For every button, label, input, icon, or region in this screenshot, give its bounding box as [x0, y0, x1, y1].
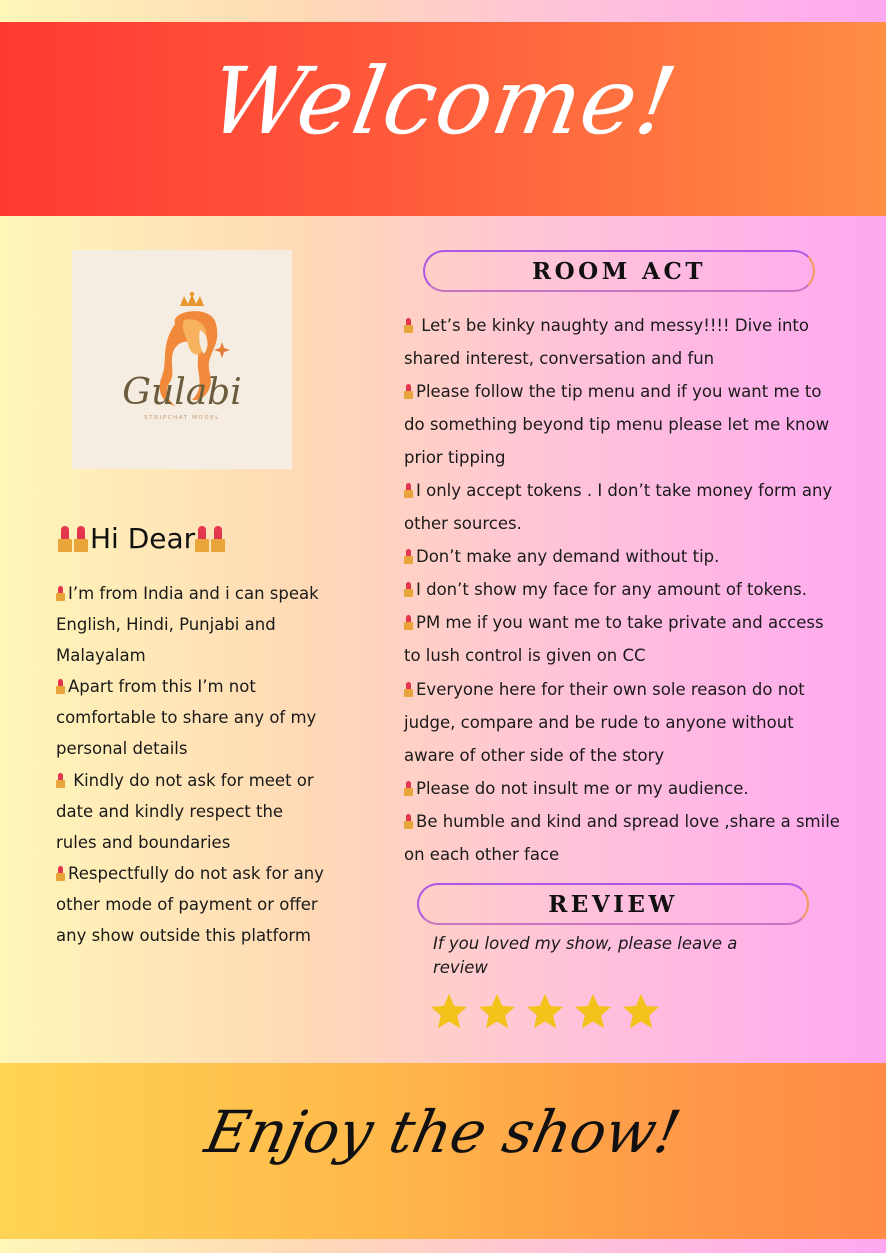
intro-section: [56, 578, 326, 951]
lipstick-icon: [211, 526, 225, 552]
rule-item: Don’t make any demand without tip.: [404, 540, 844, 573]
welcome-title: Welcome!: [201, 48, 685, 155]
crowned-woman-icon: [72, 250, 292, 469]
intro-paragraph: I’m from India and i can speak English, Hindi, Punjabi and Malayalam: [56, 584, 319, 666]
room-act-rules: [404, 309, 844, 871]
logo-tagline: STRIPCHAT MODEL: [144, 415, 220, 421]
rule-item: Please follow the tip menu and if you want me to do something beyond tip menu please let me know prior tipping: [404, 382, 830, 468]
rule-item: Let’s be kinky naughty and messy!!!! Dive into shared interest, conversation and fun: [404, 316, 809, 369]
rule-item: PM me if you want me to take private and access to lush control is given on CC: [404, 613, 824, 666]
lipstick-icon: [404, 582, 413, 597]
lipstick-icon: [404, 318, 413, 333]
star-icon[interactable]: [574, 993, 612, 1031]
lipstick-icon: [404, 549, 413, 564]
logo-wordmark: Gulabi: [122, 372, 242, 413]
rule-item: Please do not insult me or my audience.: [404, 772, 844, 805]
rule-item: Be humble and kind and spread love ,share a smile on each other face: [404, 811, 840, 864]
lipstick-icon: [404, 682, 413, 697]
intro-paragraph: Respectfully do not ask for any other mode of payment or offer any show outside this platform: [56, 863, 324, 946]
rule-item: Everyone here for their own sole reason do not judge, compare and be rude to anyone without aware of other side of the story: [404, 679, 805, 765]
footer-text: Enjoy the show!: [199, 1098, 687, 1166]
lipstick-icon: [74, 526, 88, 552]
intro-paragraph: Apart from this I’m not comfortable to share any of my personal details: [56, 677, 317, 759]
lipstick-icon: [404, 814, 413, 829]
room-act-heading: ROOM ACT: [423, 250, 815, 292]
lipstick-icon: [58, 526, 72, 552]
review-heading: REVIEW: [417, 883, 809, 925]
lipstick-icon: [404, 483, 413, 498]
greeting-text: Hi Dear: [90, 522, 196, 555]
lipstick-icon: [56, 679, 65, 694]
review-prompt: If you loved my show, please leave a review: [433, 934, 738, 977]
star-icon[interactable]: [430, 993, 468, 1031]
lipstick-icon: [404, 781, 413, 796]
lipstick-icon: [56, 773, 65, 788]
intro-paragraph: Kindly do not ask for meet or date and kindly respect the rules and boundaries: [56, 770, 314, 852]
lipstick-icon: [195, 526, 209, 552]
star-icon[interactable]: [526, 993, 564, 1031]
star-icon[interactable]: [622, 993, 660, 1031]
star-rating[interactable]: [430, 993, 670, 1033]
logo: [72, 250, 292, 469]
lipstick-icon: [404, 615, 413, 630]
lipstick-icon: [404, 384, 413, 399]
lipstick-icon: [56, 866, 65, 881]
lipstick-icon: [56, 586, 65, 601]
greeting: [58, 522, 227, 555]
rule-item: I only accept tokens . I don’t take money form any other sources.: [404, 481, 833, 534]
star-icon[interactable]: [478, 993, 516, 1031]
rule-item: I don’t show my face for any amount of tokens.: [404, 573, 844, 606]
